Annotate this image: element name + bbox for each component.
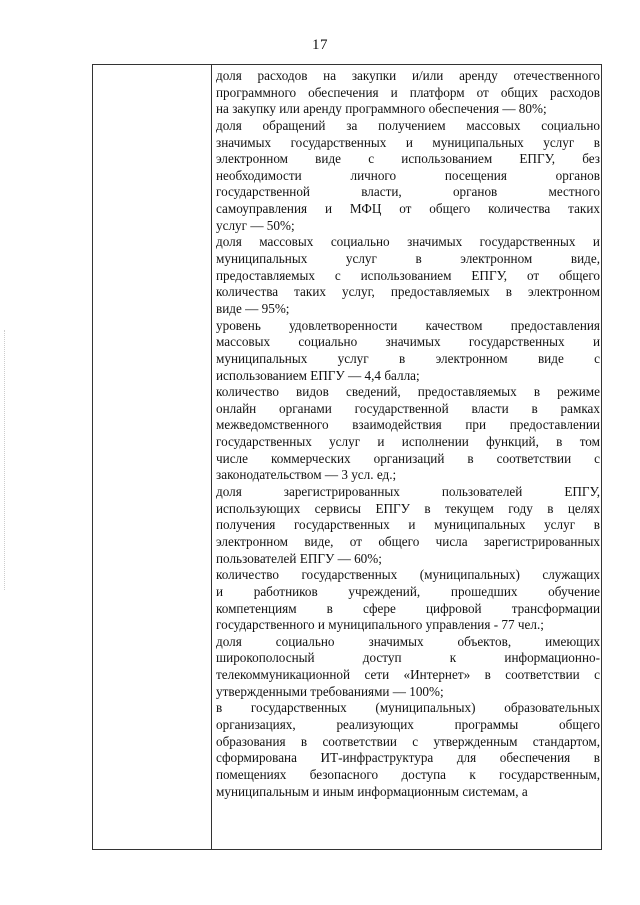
table-left-cell-empty bbox=[93, 65, 211, 849]
indicator-paragraph bbox=[216, 567, 600, 634]
text-line: доля массовых социально значимых государственных и bbox=[216, 234, 600, 250]
text-line: помещениях безопасного доступа к государственным, bbox=[216, 766, 600, 782]
text-line: услуг — 50%; bbox=[216, 217, 295, 233]
text-line: законодательством — 3 усл. ед.; bbox=[216, 467, 397, 483]
page-number: 17 bbox=[312, 37, 328, 53]
text-line: сформирована ИТ-инфраструктура для обеспечения в bbox=[216, 750, 600, 766]
indicator-paragraph bbox=[216, 484, 600, 567]
text-line: количества таких услуг, предоставляемых в электронном bbox=[216, 284, 600, 300]
text-line: государственного и муниципального управления - 77 чел.; bbox=[216, 617, 544, 633]
text-line: компетенциям в сфере цифровой трансформации bbox=[216, 600, 600, 616]
text-line: муниципальным и иным информационным системам, а bbox=[216, 783, 528, 799]
text-line: количество государственных (муниципальных) служащих bbox=[216, 567, 600, 583]
text-line: на закупку или аренду программного обеспечения — 80%; bbox=[216, 101, 547, 117]
text-line: онлайн органами государственной власти в рамках bbox=[216, 400, 600, 416]
text-line: числе коммерческих организаций в соответствии с bbox=[216, 450, 600, 466]
indicator-paragraph bbox=[216, 234, 600, 317]
indicator-paragraph bbox=[216, 700, 600, 800]
text-line: уровень удовлетворенности качеством предоставления bbox=[216, 317, 600, 333]
text-line: доля расходов на закупки и/или аренду отечественного bbox=[216, 68, 600, 83]
text-line: виде — 95%; bbox=[216, 300, 290, 316]
text-line: использованием ЕПГУ — 4,4 балла; bbox=[216, 367, 420, 383]
text-line: муниципальных услуг в электронном виде, bbox=[216, 251, 600, 267]
text-line: электронном виде, от общего числа зарегистрированных bbox=[216, 533, 600, 549]
text-line: электронном виде с использованием ЕПГУ, без bbox=[216, 151, 600, 167]
text-line: самоуправления и МФЦ от общего количества таких bbox=[216, 201, 600, 217]
document-table bbox=[92, 64, 602, 850]
text-line: муниципальных услуг в электронном виде с bbox=[216, 350, 600, 366]
text-line: государственной власти, органов местного bbox=[216, 184, 600, 200]
text-line: пользователей ЕПГУ — 60%; bbox=[216, 550, 382, 566]
text-line: доля зарегистрированных пользователей ЕПГУ, bbox=[216, 484, 600, 500]
text-line: значимых государственных и муниципальных услуг в bbox=[216, 134, 600, 150]
text-line: получения государственных и муниципальных услуг в bbox=[216, 517, 600, 533]
text-line: в государственных (муниципальных) образовательных bbox=[216, 700, 600, 716]
text-line: программного обеспечения и платформ от общих расходов bbox=[216, 84, 600, 100]
table-right-cell-text bbox=[216, 68, 600, 800]
text-line: использующих сервисы ЕПГУ в текущем году в целях bbox=[216, 500, 600, 516]
table-column-divider bbox=[211, 65, 212, 849]
text-line: доля социально значимых объектов, имеющих bbox=[216, 633, 600, 649]
text-line: организациях, реализующих программы общего bbox=[216, 716, 600, 732]
text-line: предоставляемых с использованием ЕПГУ, от общего bbox=[216, 267, 600, 283]
text-line: количество видов сведений, предоставляемых в режиме bbox=[216, 384, 600, 400]
indicator-paragraph bbox=[216, 68, 600, 118]
text-line: межведомственного взаимодействия при предоставлении bbox=[216, 417, 600, 433]
scan-margin-marks bbox=[4, 330, 9, 590]
indicator-paragraph bbox=[216, 318, 600, 385]
text-line: массовых социально значимых государственных и bbox=[216, 334, 600, 350]
indicator-paragraph bbox=[216, 384, 600, 484]
text-line: необходимости личного посещения органов bbox=[216, 167, 600, 183]
text-line: государственных услуг и исполнении функций, в том bbox=[216, 434, 600, 450]
text-line: утвержденными требованиями — 100%; bbox=[216, 683, 444, 699]
text-line: доля обращений за получением массовых социально bbox=[216, 117, 600, 133]
text-line: телекоммуникационной сети «Интернет» в соответствии с bbox=[216, 667, 600, 683]
text-line: широкополосный доступ к информационно- bbox=[216, 650, 600, 666]
text-line: и работников учреждений, прошедших обучение bbox=[216, 583, 600, 599]
text-line: образования в соответствии с утвержденным стандартом, bbox=[216, 733, 600, 749]
indicator-paragraph bbox=[216, 634, 600, 701]
indicator-paragraph bbox=[216, 118, 600, 234]
